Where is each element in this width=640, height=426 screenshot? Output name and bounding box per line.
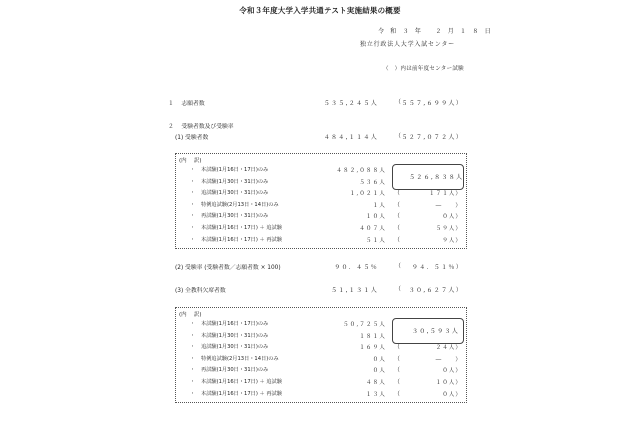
combined-prev-value: ５２６,８３８人 — [409, 174, 464, 181]
row-bullet: ・ — [190, 344, 196, 351]
row-prev-value: ― ） — [435, 202, 462, 209]
examinees-breakdown-box — [175, 153, 467, 249]
examinees-prev: ５２７,０７２人） — [401, 134, 463, 141]
row-prev-value: ０人） — [442, 368, 462, 375]
table-row — [176, 177, 466, 188]
row-label: 本試験(1月16日・17日)のみ — [201, 321, 269, 327]
row-prev-open: （ — [394, 355, 401, 363]
row-bullet: ・ — [190, 236, 196, 243]
row-prev-open: （ — [394, 344, 401, 352]
row-prev-value: ９人） — [442, 237, 462, 244]
row-prev-value: １７１人） — [429, 191, 462, 198]
document-date: 令 和 ３ 年 ２ 月 １ ８ 日 — [378, 28, 493, 35]
row-label: 本試験(1月16日・17日) ＋ 再試験 — [201, 390, 282, 397]
section2-label: ２ 受験者数及び受験率 — [168, 124, 234, 130]
table-row — [176, 331, 466, 342]
row-prev-open: （ — [394, 190, 401, 198]
row-label: 再試験(1月30日・31日)のみ — [201, 367, 269, 374]
row-value: ５１人 — [365, 237, 386, 244]
absentees-label: (3) 全教科欠席者数 — [175, 288, 226, 294]
examinees-value: ４８４,１１４人 — [323, 134, 378, 141]
row-prev-value: ５９人） — [435, 226, 462, 232]
row-bullet: ・ — [190, 332, 196, 339]
table-row — [176, 377, 466, 388]
row-label: 特例追試験(2月13日・14日)のみ — [201, 355, 279, 362]
exam-rate-prev: ９４．５１％） — [411, 264, 463, 271]
row-label: 本試験(1月16日・17日) ＋ 追試験 — [201, 379, 282, 385]
row-label: 追試験(1月30日・31日)のみ — [201, 344, 269, 351]
breakdown-title: (内 訳) — [179, 312, 202, 318]
row-bullet: ・ — [190, 201, 196, 208]
row-label: 本試験(1月16日・17日) ＋ 再試験 — [201, 236, 282, 243]
row-prev-value: ２４人） — [435, 345, 462, 352]
row-value: １人 — [372, 202, 386, 209]
table-row — [176, 389, 466, 400]
row-prev-open: （ — [394, 367, 401, 375]
row-value: ４０７人 — [359, 226, 386, 232]
exam-rate-label: (2) 受験率 (受験者数／志願者数 × 100) — [175, 265, 281, 271]
table-row — [176, 342, 466, 353]
row-prev-open: （ — [394, 225, 401, 232]
absentees-value: ５１,１３１人 — [330, 287, 378, 294]
row-prev-value: １０人） — [435, 380, 462, 386]
row-label: 特例追試験(2月13日・14日)のみ — [201, 201, 279, 208]
row-bullet: ・ — [190, 178, 196, 185]
table-row — [176, 223, 466, 234]
table-row — [176, 235, 466, 246]
row-bullet: ・ — [190, 379, 196, 385]
row-prev-open: （ — [394, 236, 401, 244]
row-value: ４８２,０８８人 — [336, 168, 386, 174]
row-bullet: ・ — [190, 321, 196, 327]
row-value: １６９人 — [359, 345, 386, 352]
table-row — [176, 200, 466, 211]
breakdown-title: (内 訳) — [179, 158, 202, 164]
row-label: 本試験(1月16日・17日) ＋ 追試験 — [201, 225, 282, 231]
row-bullet: ・ — [190, 355, 196, 362]
row-bullet: ・ — [190, 167, 196, 173]
table-row — [176, 365, 466, 376]
absentees-breakdown-box — [175, 307, 467, 403]
table-row — [176, 354, 466, 365]
row-value: １８１人 — [359, 333, 386, 340]
row-value: １,０２１人 — [349, 191, 386, 198]
applicants-value: ５３５,２４５人 — [323, 100, 378, 107]
row-label: 本試験(1月30日・31日)のみ — [201, 332, 269, 339]
row-prev-open: （ — [394, 390, 401, 398]
row-label: 本試験(1月16日・17日)のみ — [201, 167, 269, 173]
row-label: 追試験(1月30日・31日)のみ — [201, 190, 269, 197]
examinees-prev-open: （ — [395, 133, 402, 140]
row-prev-value: ０人） — [442, 214, 462, 221]
exam-rate-prev-open: （ — [395, 263, 402, 270]
absentees-prev-open: （ — [395, 286, 402, 293]
row-bullet: ・ — [190, 390, 196, 397]
row-prev-value: ０人） — [442, 391, 462, 398]
table-row — [176, 211, 466, 222]
row-prev-open: （ — [394, 379, 401, 386]
row-value: ４８人 — [365, 380, 386, 386]
exam-rate-value: ９０．４５％ — [334, 264, 378, 271]
row-value: ５０,７２５人 — [342, 322, 386, 328]
combined-prev-value: ３０,５９３人 — [412, 328, 460, 335]
row-bullet: ・ — [190, 225, 196, 231]
organization-name: 独立行政法人大学入試センター — [360, 41, 455, 48]
row-value: ０人 — [372, 368, 386, 375]
applicants-prev: ５５７,６９９人） — [401, 100, 463, 107]
row-value: １０人 — [365, 214, 386, 221]
absentees-prev: ３０,６２７人） — [408, 287, 463, 294]
row-prev-open: （ — [394, 201, 401, 209]
row-bullet: ・ — [190, 190, 196, 197]
row-prev-value: ― ） — [435, 356, 462, 363]
table-row — [176, 319, 466, 330]
row-prev-open: （ — [394, 213, 401, 221]
page-title: 令和３年度大学入学共通テスト実施結果の概要 — [239, 6, 401, 15]
examinees-label: (1) 受験者数 — [175, 135, 209, 141]
row-value: １３人 — [365, 391, 386, 398]
table-row — [176, 165, 466, 176]
previous-year-note: （ ）内は前年度センター試験 — [383, 66, 464, 72]
table-row — [176, 188, 466, 199]
row-value: ５３６人 — [359, 179, 386, 186]
row-label: 再試験(1月30日・31日)のみ — [201, 213, 269, 220]
row-bullet: ・ — [190, 367, 196, 374]
row-bullet: ・ — [190, 213, 196, 220]
row-label: 本試験(1月30日・31日)のみ — [201, 178, 269, 185]
row-value: ０人 — [372, 356, 386, 363]
applicants-label: １ 志願者数 — [168, 101, 205, 107]
applicants-prev-open: （ — [395, 99, 402, 106]
